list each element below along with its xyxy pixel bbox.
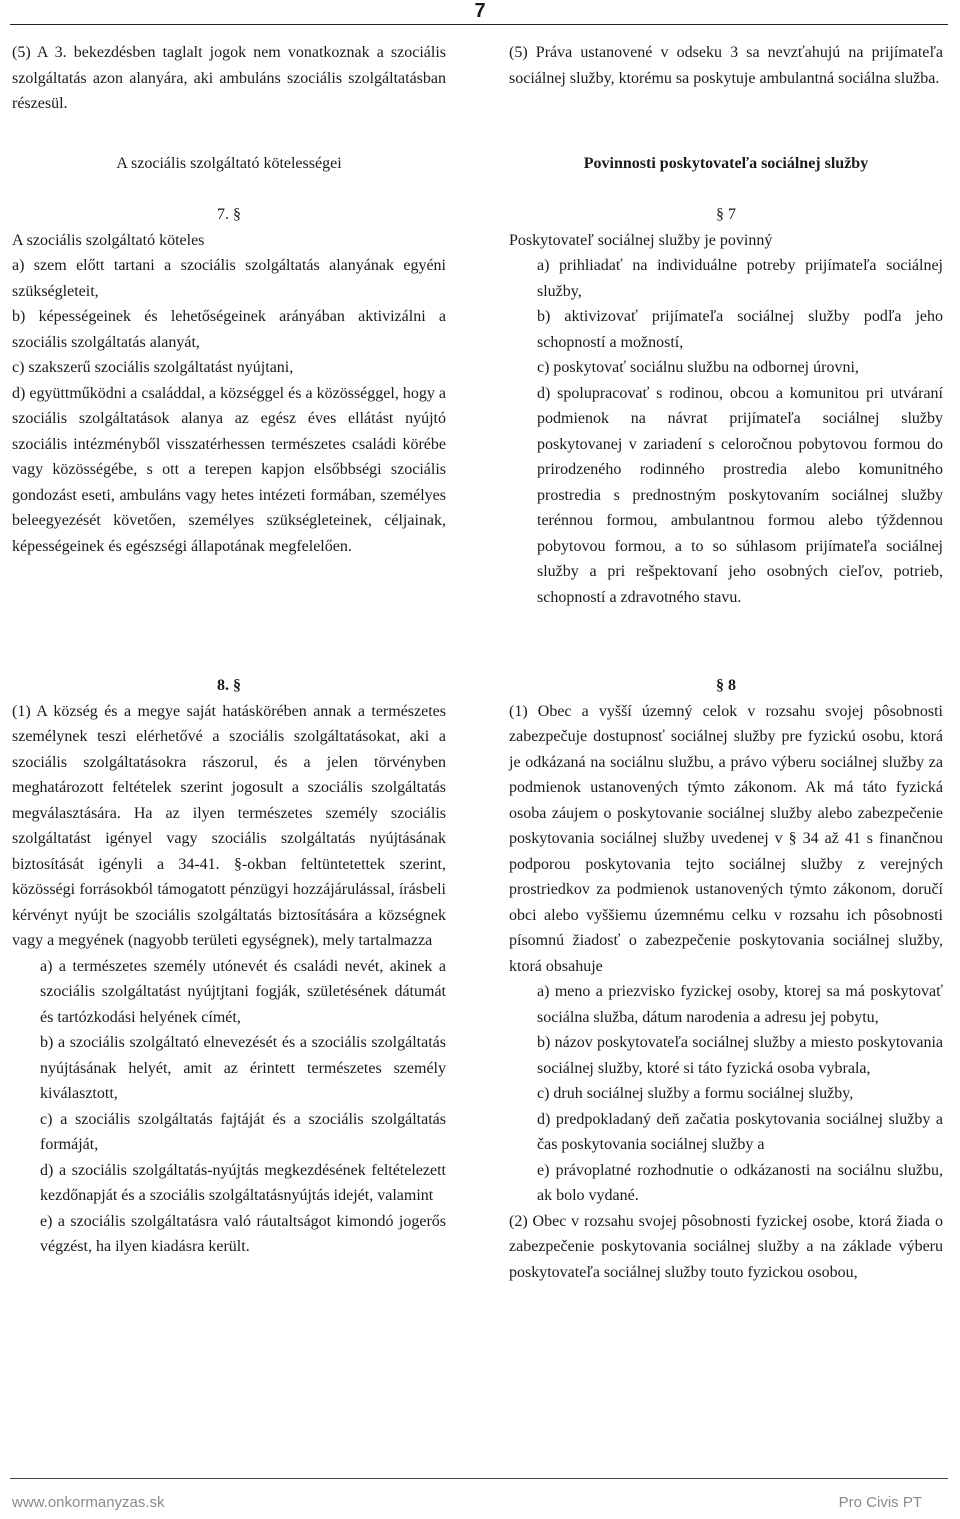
right-sec8-item-a: a) meno a priezvisko fyzickej osoby, ktorej sa má poskytovať sociálna služba, dátum narodenia a adresu jej pobytu, xyxy=(537,983,943,1026)
left-sec7-item-d: d) együttműködni a családdal, a községgel és a közösséggel, hogy a szociális szolgáltatások alanya az egész éves ellátást nyújtó szociális intézményből visszatérhessen természetes családi körébe vagy közösségébe, s ott a terepen kapjon elsőbbségi szociális gondozást eseti, ambuláns vagy hetes intézeti formában, személyes beleegyezését követően, személyes szükségleteinek, céljainak, képességeinek és egészségi állapotának megfelelően. xyxy=(12,384,446,555)
footer-website: www.onkormanyzas.sk xyxy=(12,1494,165,1511)
left-paragraph-5: (5) A 3. bekezdésben taglalt jogok nem vonatkoznak a szociális szolgáltatás azon alanyára, aki ambuláns szociális szolgáltatásban részesül. xyxy=(12,44,446,112)
left-sec8-title: 8. § xyxy=(217,677,241,694)
right-section-8 xyxy=(509,673,943,1285)
left-sec7-item-a: a) szem előtt tartani a szociális szolgáltatás alanyának egyéni szükségleteit, xyxy=(12,257,446,300)
left-sec7-item-b: b) képességeinek és lehetőségeinek arányában aktivizálni a szociális szolgáltatás alanyát, xyxy=(12,308,446,351)
right-sec7-intro: Poskytovateľ sociálnej služby je povinný xyxy=(509,231,773,249)
right-paragraph-5: (5) Práva ustanovené v odseku 3 sa nevzťahujú na prijímateľa sociálnej služby, ktorému sa poskytuje ambulantná sociálna služba. xyxy=(509,44,943,87)
left-sec8-item-b: b) a szociális szolgáltató elnevezését és a szociális szolgáltatás nyújtásának helyét, amit az érintett természetes személy kiválasztott, xyxy=(40,1034,446,1102)
right-sec8-item-d: d) predpokladaný deň začatia poskytovania sociálnej služby a čas poskytovania sociálnej služby a xyxy=(537,1110,943,1153)
left-heading: A szociális szolgáltató kötelességei xyxy=(116,155,342,172)
left-sec7-item-c: c) szakszerű szociális szolgáltatást nyújtani, xyxy=(12,359,294,376)
right-sec8-item-e: e) právoplatné rozhodnutie o odkázanosti na sociálnu službu, ak bolo vydané. xyxy=(537,1161,943,1204)
right-heading: Povinnosti poskytovateľa sociálnej služby xyxy=(583,155,869,172)
left-section-8 xyxy=(12,673,446,1260)
right-column-intro xyxy=(509,40,943,91)
left-section-7 xyxy=(12,202,446,559)
right-sec8-title: § 8 xyxy=(716,677,736,694)
left-sec8-item-d: d) a szociális szolgáltatás-nyújtás megkezdésének feltételezett kezdőnapját és a szociális szolgáltatásnyújtás idejét, valamint xyxy=(40,1161,446,1204)
right-sec8-paragraph-1: (1) Obec a vyšší územný celok v rozsahu svojej pôsobnosti zabezpečuje dostupnosť sociálnej služby pre fyzickú osobu, ktorá je odkázaná na sociálnu službu, a právo výberu sociálnej služby za podmienok ustanovených týmto zákonom. Ak má táto fyzická osoba záujem o poskytovanie sociálnej služby alebo zabezpečenie poskytovania sociálnej služby uvedenej v § 34 až 41 s finančnou podporou poskytovania tejto sociálnej služby z verejných prostriedkov za podmienok ustanovených týmto zákonom, doručí obci alebo vyššiemu územnému celku v rozsahu ich pôsobnosti písomnú žiadosť o zabezpečenie poskytovania sociálnej služby, ktorá obsahuje xyxy=(509,702,943,975)
left-sec7-title: 7. § xyxy=(217,206,241,223)
left-sec8-item-e: e) a szociális szolgáltatásra való ráutaltságot kimondó jogerős végzést, ha ilyen kiadásra került. xyxy=(40,1212,446,1255)
right-section-7 xyxy=(509,202,943,610)
left-heading-block xyxy=(12,151,446,177)
left-sec8-item-c: c) a szociális szolgáltatás fajtáját és a szociális szolgáltatás formáját, xyxy=(40,1110,446,1153)
header-rule xyxy=(10,24,948,25)
right-sec8-item-b: b) názov poskytovateľa sociálnej služby a miesto poskytovania sociálnej služby, ktoré si táto fyzická osoba vybrala, xyxy=(537,1034,943,1077)
right-sec7-item-b: b) aktivizovať prijímateľa sociálnej služby podľa jeho schopností a možností, xyxy=(537,308,943,351)
right-heading-block xyxy=(509,151,943,177)
left-sec8-paragraph-1: (1) A község és a megye saját hatáskörében annak a természetes személynek teszi elérhetővé a szociális szolgáltatásokat, aki a szociális szolgáltatásokra rászorul, és a jelen törvényben meghatározott feltételek szerint jogosult a szociális szolgáltatás megválasztására. Ha az ilyen természetes személy szociális szolgáltatást igényel vagy szociális szolgáltatás nyújtásának biztosítását igényli a 34-41. §-okban feltüntetettek szerint, közösségi forrásokból támogatott pénzügyi hozzájárulással, írásbeli kérvényt nyújt be szociális szolgáltatás biztosítására a községnek vagy a megyének (nagyobb területi egységnek), mely tartalmazza xyxy=(12,702,446,949)
left-sec8-item-a: a) a természetes személy utónevét és családi nevét, akinek a szociális szolgáltatást nyújtjtani fogják, születésének dátumát és tartózkodási helyének címét, xyxy=(40,957,446,1026)
right-sec7-item-c: c) poskytovať sociálnu službu na odbornej úrovni, xyxy=(537,359,859,376)
right-sec7-item-d: d) spolupracovať s rodinou, obcou a komunitou pri utváraní podmienok na návrat prijímateľa sociálnej služby poskytovanej v zariadení s celoročnou pobytovou formou do prirodzeného rodinného prostredia alebo komunitného prostredia s prednostným poskytovaním sociálnej služby terénnou formou, ambulantnou formou alebo týždennou pobytovou formou, a to so súhlasom prijímateľa sociálnej služby a pri rešpektovaní jeho osobných cieľov, potrieb, schopností a zdravotného stavu. xyxy=(537,384,943,606)
left-sec7-intro: A szociális szolgáltató köteles xyxy=(12,231,205,249)
right-sec7-title: § 7 xyxy=(716,206,736,223)
right-sec8-item-c: c) druh sociálnej služby a formu sociálnej služby, xyxy=(537,1085,854,1102)
left-column-intro xyxy=(12,40,446,117)
footer-rule xyxy=(10,1478,948,1479)
page-number: 7 xyxy=(474,0,486,22)
right-sec7-item-a: a) prihliadať na individuálne potreby prijímateľa sociálnej služby, xyxy=(537,257,943,300)
right-sec8-paragraph-2: (2) Obec v rozsahu svojej pôsobnosti fyzickej osobe, ktorá žiada o zabezpečenie poskytovania sociálnej služby a na základe výberu poskytovateľa sociálnej služby touto fyzickou osobou, xyxy=(509,1212,943,1281)
footer-publisher: Pro Civis PT xyxy=(838,1494,922,1511)
